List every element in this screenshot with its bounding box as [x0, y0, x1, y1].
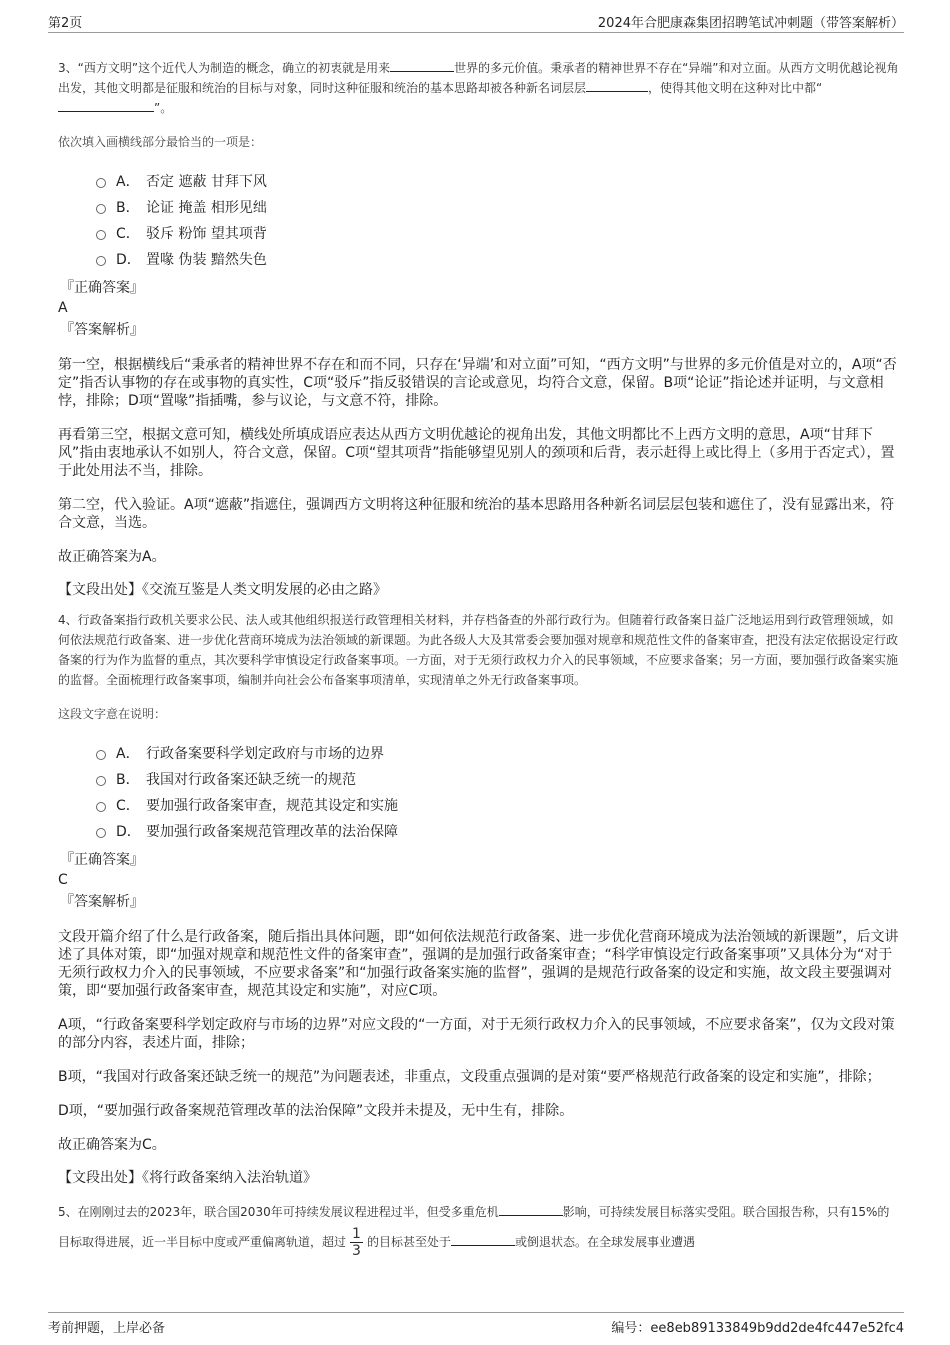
page-footer [48, 1312, 904, 1337]
blank-1 [390, 58, 454, 72]
q3-analysis-paragraph: 第二空，代入验证。A项“遮蔽”指遮住，强调西方文明将这种征服和统治的基本思路用各种新名词层层包装和遮住了，没有显露出来，符合文意，当选。 [58, 497, 895, 531]
blank-3 [58, 98, 154, 112]
q3-option-a[interactable] [96, 168, 900, 194]
page-header [48, 10, 904, 33]
q4-option-b[interactable] [96, 766, 900, 792]
q4-answer-label: 『正确答案』 [60, 852, 144, 868]
radio-icon[interactable] [96, 828, 106, 838]
fraction-numerator: 1 [352, 1226, 361, 1242]
fraction-denominator: 3 [352, 1243, 361, 1259]
blank-1 [499, 1202, 563, 1216]
option-text: 要加强行政备案审查，规范其设定和实施 [146, 798, 398, 814]
blank-2 [586, 78, 648, 92]
option-letter: C． [116, 798, 140, 814]
radio-icon[interactable] [96, 256, 106, 266]
question-4-options [96, 740, 900, 844]
footer-slogan: 考前押题，上岸必备 [48, 1321, 166, 1336]
question-4-prompt: 这段文字意在说明： [58, 707, 167, 721]
q3-analysis-paragraph: 再看第三空，根据文意可知，横线处所填成语应表达从西方文明优越论的视角出发，其他文明都比不上西方文明的意思，A项“甘拜下风”指由衷地承认不如别人，符合文意，保留。C项“望其项背”指能够望见别人的颈项和后背，表示赶得上或比得上（多用于否定式），置于此处用法不当，排除。 [58, 427, 895, 479]
q4-option-c[interactable] [96, 792, 900, 818]
q4-analysis-paragraph: 文段开篇介绍了什么是行政备案，随后指出具体问题，即“如何依法规范行政备案、进一步优化营商环境成为法治领域的新课题”，后文讲述了具体对策，即“加强对规章和规范性文件的备案审查”，强调的是加强行政备案审查；“科学审慎设定行政备案事项”又具体分为“对于无须行政权力介入的民事领域，不应要求备案”和“加强行政备案实施的监督”，强调的是规范行政备案的设定和实施，故文段主要强调对策，即“要加强行政备案审查，规范其设定和实施”，对应C项。 [58, 929, 899, 999]
radio-icon[interactable] [96, 750, 106, 760]
q3-answer-label: 『正确答案』 [60, 280, 144, 296]
blank-2 [451, 1232, 515, 1246]
q3-option-b[interactable] [96, 194, 900, 220]
document-id: 编号：ee8eb89133849b9dd2de4fc447e52fc4 [611, 1321, 904, 1336]
q4-answer: C [58, 872, 68, 888]
option-text: 驳斥 粉饰 望其项背 [146, 226, 267, 242]
radio-icon[interactable] [96, 204, 106, 214]
q5-stem-part1: 5、在刚刚过去的2023年，联合国2030年可持续发展议程进程过半，但受多重危机 [58, 1205, 499, 1219]
option-letter: C． [116, 226, 140, 242]
q3-option-c[interactable] [96, 220, 900, 246]
q3-analysis-paragraph: 第一空，根据横线后“秉承者的精神世界不存在和而不同，只存在‘异端’和对立面”可知，“西方文明”与世界的多元价值是对立的，A项“否定”指否认事物的存在或事物的真实性，C项“驳斥”指反驳错误的言论或意见，均符合文意，保留。B项“论证”指论述并证明，与文意相悖，排除；D项“置喙”指插嘴，参与议论，与文意不符，排除。 [58, 357, 897, 409]
option-letter: D． [116, 824, 141, 840]
option-text: 论证 掩盖 相形见绌 [146, 200, 267, 216]
question-5-stem [58, 1198, 900, 1259]
q5-stem-part3: 的目标甚至处于 [366, 1235, 451, 1249]
option-text: 行政备案要科学划定政府与市场的边界 [146, 746, 384, 762]
option-letter: A． [116, 174, 140, 190]
q4-analysis-label: 『答案解析』 [60, 894, 144, 910]
option-text: 否定 遮蔽 甘拜下风 [146, 174, 267, 190]
q4-analysis-paragraph: B项，“我国对行政备案还缺乏统一的规范”为问题表述，非重点，文段重点强调的是对策“要严格规范行政备案的设定和实施”，排除； [58, 1069, 881, 1085]
question-3-prompt: 依次填入画横线部分最恰当的一项是： [58, 135, 263, 149]
q3-stem-part1: 3、“西方文明”这个近代人为制造的概念，确立的初衷就是用来 [58, 61, 391, 75]
q3-analysis-label: 『答案解析』 [60, 322, 144, 338]
q4-source: 【文段出处】《将行政备案纳入法治轨道》 [58, 1170, 317, 1186]
option-text: 置喙 伪装 黯然失色 [146, 252, 267, 268]
page-content [58, 58, 900, 1259]
question-3-options [96, 168, 900, 272]
option-letter: D． [116, 252, 141, 268]
question-4-stem: 4、行政备案指行政机关要求公民、法人或其他组织报送行政管理相关材料，并存档备查的外部行政行为。但随着行政备案日益广泛地运用到行政管理领域，如何依法规范行政备案、进一步优化营商环境成为法治领域的新课题。为此各级人大及其常委会要加强对规章和规范性文件的备案审查，把没有法定依据设定行政备案的行为作为监督的重点，其次要科学审慎设定行政备案事项。一方面，对于无须行政权力介入的民事领域，不应要求备案；另一方面，要加强行政备案实施的监督。全面梳理行政备案事项，编制并向社会公布备案事项清单，实现清单之外无行政备案事项。 [58, 613, 899, 687]
radio-icon[interactable] [96, 776, 106, 786]
q5-stem-part4: 或倒退状态。在全球发展事业遭遇 [514, 1235, 695, 1249]
radio-icon[interactable] [96, 230, 106, 240]
option-letter: A． [116, 746, 140, 762]
q3-conclusion: 故正确答案为A。 [58, 549, 166, 565]
q4-analysis-paragraph: D项，“要加强行政备案规范管理改革的法治保障”文段并未提及，无中生有，排除。 [58, 1103, 574, 1119]
q4-option-a[interactable] [96, 740, 900, 766]
q3-answer: A [58, 300, 68, 316]
option-text: 我国对行政备案还缺乏统一的规范 [146, 772, 356, 788]
q4-option-d[interactable] [96, 818, 900, 844]
q3-stem-part4: ”。 [154, 101, 173, 115]
document-title: 2024年合肥康森集团招聘笔试冲刺题（带答案解析） [597, 16, 904, 31]
option-text: 要加强行政备案规范管理改革的法治保障 [146, 824, 398, 840]
option-letter: B． [116, 772, 140, 788]
q3-source: 【文段出处】《交流互鉴是人类文明发展的必由之路》 [58, 582, 387, 598]
option-letter: B． [116, 200, 140, 216]
page-number: 第2页 [48, 16, 83, 31]
q3-option-d[interactable] [96, 246, 900, 272]
radio-icon[interactable] [96, 178, 106, 188]
q5-stem-part2: 影响，可持续发展目标落实受阻。联合国报告称，只有15%的目标取得进展，近一半目标中度或严重偏离轨道，超过 [58, 1205, 890, 1249]
q4-conclusion: 故正确答案为C。 [58, 1137, 166, 1153]
radio-icon[interactable] [96, 802, 106, 812]
fraction [350, 1226, 363, 1259]
q3-stem-part2: 世界的多元价值。秉承者的精神世界不存在“异端”和对立面。从西方文明优越论视角出发，其他文明都是征服和统治的目标与对象，同时这种征服和统治的基本思路却被各种新名词层层 [58, 61, 899, 95]
q4-analysis-paragraph: A项，“行政备案要科学划定政府与市场的边界”对应文段的“一方面，对于无须行政权力介入的民事领域，不应要求备案”，仅为文段对策的部分内容，表述片面，排除； [58, 1017, 895, 1051]
q3-stem-part3: ，使得其他文明在这种对比中都“ [648, 81, 823, 95]
question-3-stem [58, 58, 900, 118]
